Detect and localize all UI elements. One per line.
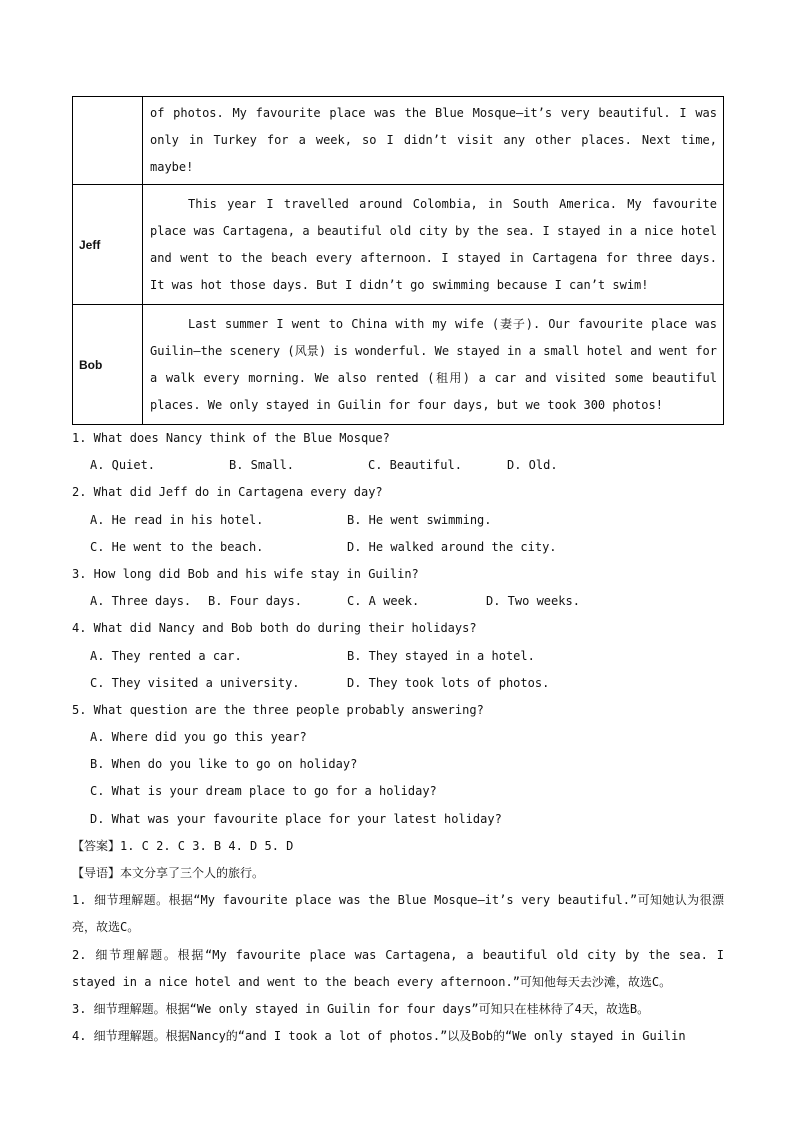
table-row [73, 185, 724, 305]
option: B. When do you like to go on holiday? [90, 757, 358, 772]
explanation: 4. 细节理解题。根据Nancy的“and I took a lot of photos.”以及Bob的“We only stayed in Guilin [72, 1029, 686, 1044]
questions-section [72, 425, 724, 1050]
explanation: 3. 细节理解题。根据“We only stayed in Guilin for four days”可知只在桂林待了4天，故选B。 [72, 1002, 650, 1016]
options-row [72, 452, 724, 479]
question-text: 2. What did Jeff do in Cartagena every day? [72, 485, 383, 500]
option: C. He went to the beach. [90, 539, 264, 554]
option: A. They rented a car. [90, 648, 242, 663]
person-story [143, 97, 724, 185]
story-paragraph: This year I travelled around Colombia, in South America. My favourite place was Cartagena, a beautiful old city by the sea. I stayed in a nice hotel and went to the beach every afternoon. I stayed in Cartagena for three days. It was hot those days. But I didn’t go swimming because I can’t swim! [150, 196, 717, 292]
option: C. Beautiful. [368, 458, 462, 473]
person-story [143, 185, 724, 305]
question-text: 4. What did Nancy and Bob both do during their holidays? [72, 621, 477, 636]
option: D. He walked around the city. [347, 539, 557, 554]
table-row [73, 97, 724, 185]
option: A. Quiet. [90, 458, 156, 473]
explanation: 2. 细节理解题。根据“My favourite place was Cartagena, a beautiful old city by the sea. I stayed in a nice hotel and went to the beach every afternoon.”可知他每天去沙滩，故选C。 [72, 947, 724, 989]
options-row [72, 643, 724, 670]
option: A. Three days. [90, 594, 192, 609]
option: D. They took lots of photos. [347, 675, 550, 690]
question-text: 1. What does Nancy think of the Blue Mosque? [72, 431, 390, 445]
options-row [72, 588, 724, 615]
explanation: 1. 细节理解题。根据“My favourite place was the Blue Mosque—it’s very beautiful.”可知她认为很漂亮，故选C。 [72, 893, 724, 935]
answer-key: 【答案】1. C 2. C 3. B 4. D 5. D [72, 838, 294, 853]
option: D. Two weeks. [486, 594, 580, 609]
option: D. Old. [507, 458, 558, 473]
option: B. Four days. [208, 594, 302, 609]
options-row [72, 670, 724, 697]
option: B. Small. [229, 458, 295, 473]
guide-text: 【导语】本文分享了三个人的旅行。 [72, 866, 265, 880]
option: C. What is your dream place to go for a holiday? [90, 784, 437, 799]
story-paragraph: of photos. My favourite place was the Blue Mosque—it’s very beautiful. I was only in Turkey for a week, so I didn’t visit any other places. Next time, maybe! [150, 106, 717, 174]
story-paragraph: Last summer I went to China with my wife (妻子). Our favourite place was Guilin—the scenery (风景) is wonderful. We stayed in a small hotel and went for a walk every morning. We also rented (租用) a car and visited some beautiful places. We only stayed in Guilin for four days, but we took 300 photos! [150, 316, 717, 412]
option: B. They stayed in a hotel. [347, 648, 535, 663]
option: C. They visited a university. [90, 675, 300, 690]
person-name: Bob [73, 305, 143, 425]
options-row [72, 534, 724, 561]
person-name [73, 97, 143, 185]
document-page [72, 96, 724, 1050]
question-text: 5. What question are the three people probably answering? [72, 702, 484, 717]
option: A. He read in his hotel. [90, 512, 264, 527]
option: A. Where did you go this year? [90, 730, 307, 745]
person-story [143, 305, 724, 425]
option: C. A week. [347, 594, 420, 609]
travel-table [72, 96, 724, 425]
table-row [73, 305, 724, 425]
option: B. He went swimming. [347, 512, 492, 527]
option: D. What was your favourite place for your latest holiday? [90, 811, 502, 826]
person-name: Jeff [73, 185, 143, 305]
question-text: 3. How long did Bob and his wife stay in Guilin? [72, 566, 419, 581]
options-row [72, 507, 724, 534]
